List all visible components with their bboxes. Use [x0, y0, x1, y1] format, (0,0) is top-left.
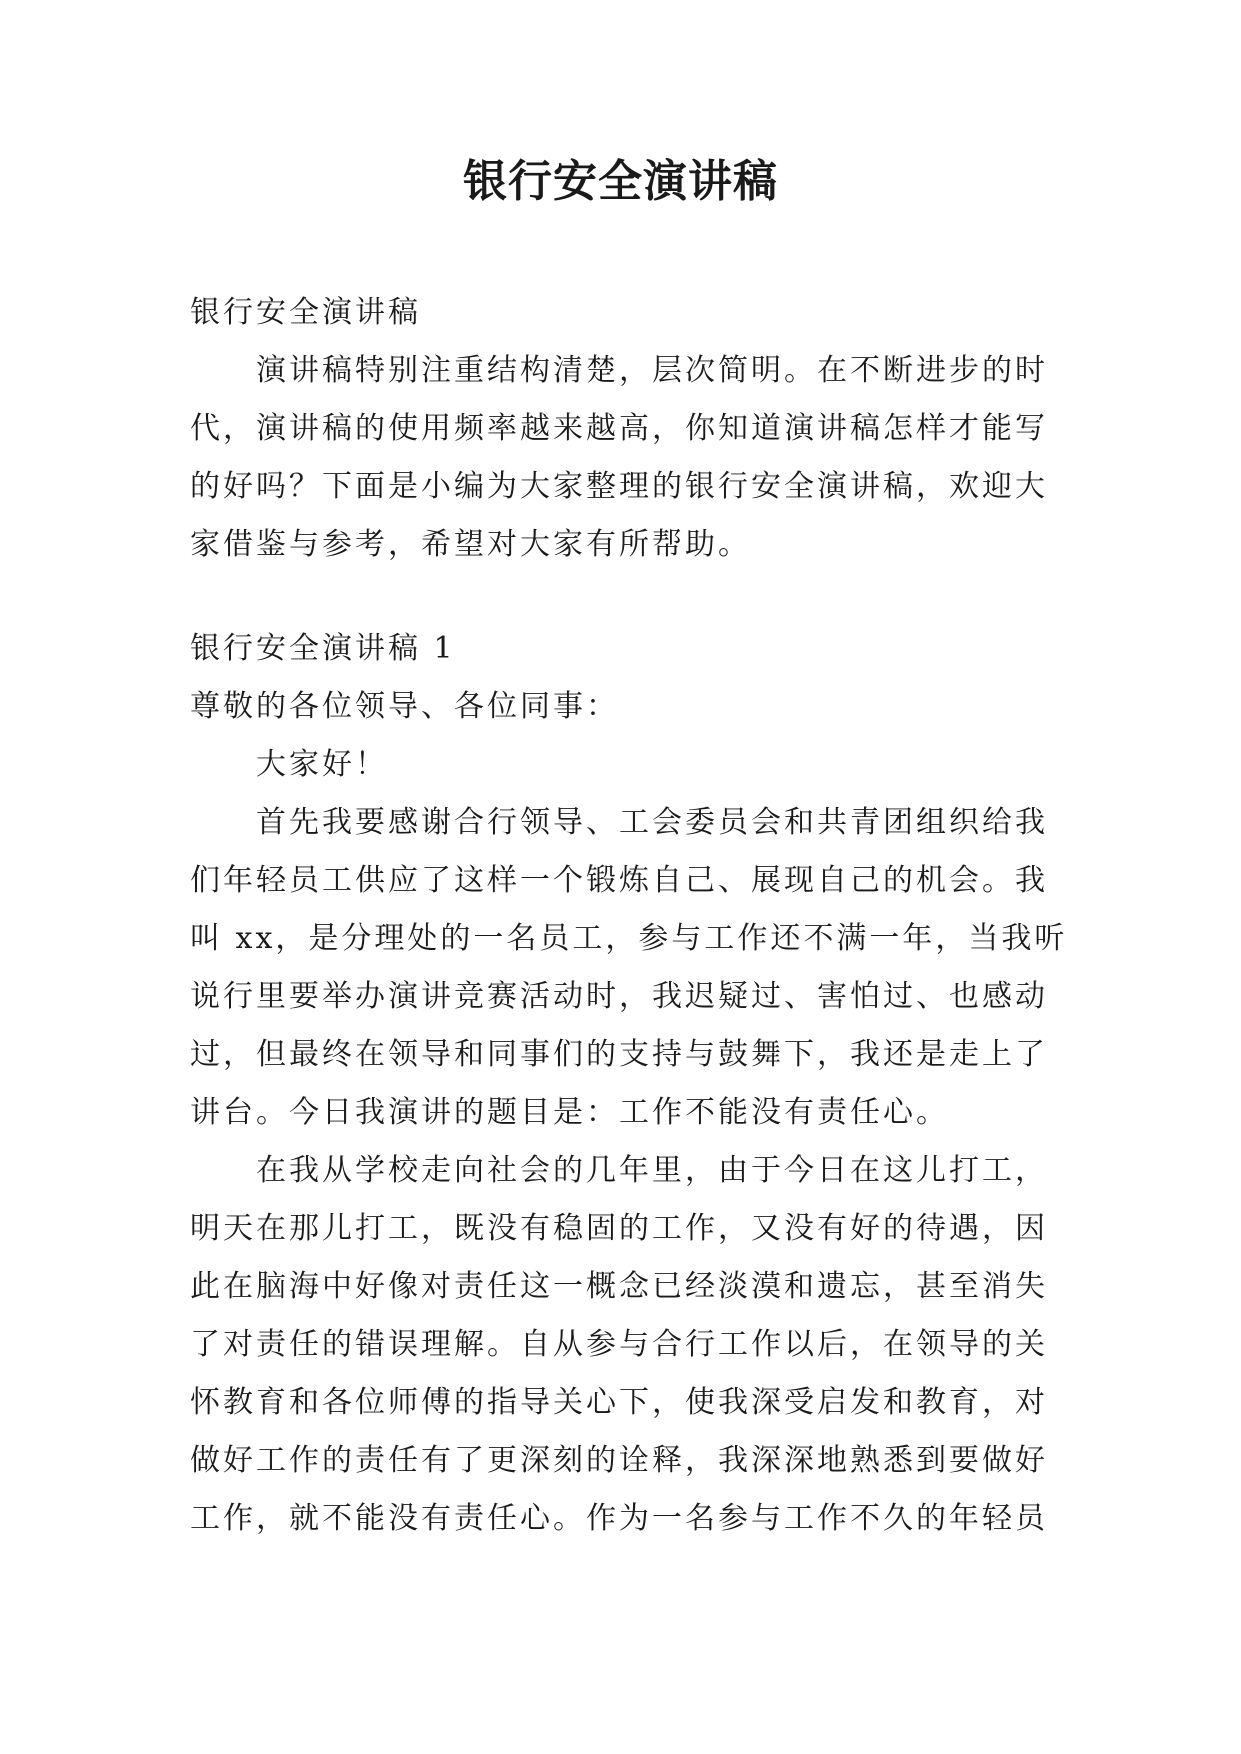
paragraph-line: 们年轻员工供应了这样一个锻炼自己、展现自己的机会。我 — [190, 863, 1048, 898]
intro-line: 的好吗？下面是小编为大家整理的银行安全演讲稿，欢迎大 — [190, 469, 1048, 504]
paragraph-line: 讲台。今日我演讲的题目是：工作不能没有责任心。 — [190, 1095, 949, 1130]
section-heading: 银行安全演讲稿 1 — [190, 631, 456, 666]
paragraph-line: 了对责任的错误理解。自从参与合行工作以后，在领导的关 — [190, 1327, 1048, 1362]
document-subtitle: 银行安全演讲稿 — [190, 295, 421, 330]
intro-line: 家借鉴与参考，希望对大家有所帮助。 — [190, 527, 751, 562]
intro-line: 演讲稿特别注重结构清楚，层次简明。在不断进步的时 — [256, 353, 1048, 388]
paragraph-line: 做好工作的责任有了更深刻的诠释，我深深地熟悉到要做好 — [190, 1443, 1048, 1478]
document-title: 银行安全演讲稿 — [463, 156, 778, 207]
paragraph-line: 明天在那儿打工，既没有稳固的工作，又没有好的待遇，因 — [190, 1211, 1048, 1246]
paragraph-line: 过，但最终在领导和同事们的支持与鼓舞下，我还是走上了 — [190, 1037, 1048, 1072]
paragraph-line: 首先我要感谢合行领导、工会委员会和共青团组织给我 — [256, 805, 1048, 840]
paragraph-line: 在我从学校走向社会的几年里，由于今日在这儿打工， — [256, 1153, 1048, 1188]
paragraph-line: 此在脑海中好像对责任这一概念已经淡漠和遗忘，甚至消失 — [190, 1269, 1048, 1304]
salutation: 尊敬的各位领导、各位同事： — [190, 689, 619, 724]
intro-line: 代，演讲稿的使用频率越来越高，你知道演讲稿怎样才能写 — [190, 411, 1048, 446]
paragraph-line: 工作，就不能没有责任心。作为一名参与工作不久的年轻员 — [190, 1501, 1048, 1536]
paragraph-line: 叫 xx，是分理处的一名员工，参与工作还不满一年，当我听 — [190, 921, 1068, 956]
document-body — [190, 284, 1068, 1548]
section-spacer — [190, 574, 1052, 620]
greeting: 大家好！ — [256, 747, 388, 782]
paragraph-line: 说行里要举办演讲竞赛活动时，我迟疑过、害怕过、也感动 — [190, 979, 1048, 1014]
paragraph-line: 怀教育和各位师傅的指导关心下，使我深受启发和教育，对 — [190, 1385, 1048, 1420]
